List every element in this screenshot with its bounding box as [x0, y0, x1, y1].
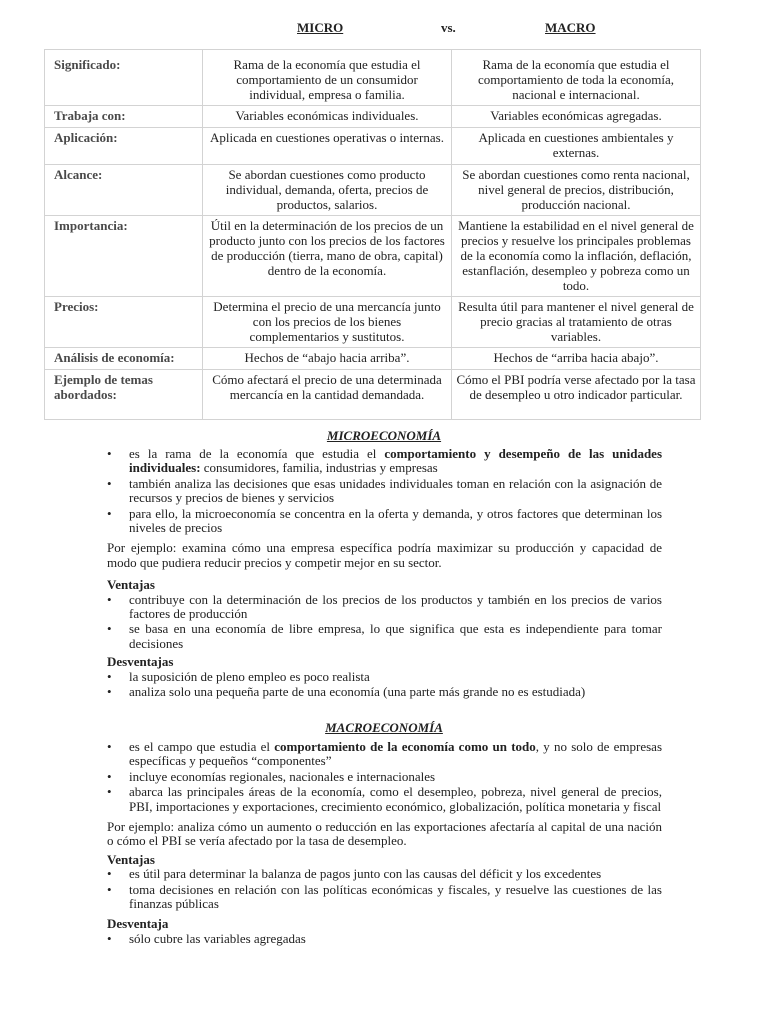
micro-disadvantages-title: Desventajas — [107, 654, 174, 670]
macro-bullet-list — [107, 740, 662, 814]
bullet-icon: • — [107, 591, 112, 607]
table-row — [45, 106, 701, 128]
bullet-text: contribuye con la determinación de los precios de los productos y también en los precios de varios factores de producción — [129, 591, 662, 622]
micro-cell: Variables económicas individuales. — [203, 106, 452, 128]
bullet-text: toma decisiones en relación con las políticas económicas y fiscales, y resuelve las cuestiones de las finanzas públicas — [129, 881, 662, 912]
row-label: Importancia: — [45, 216, 203, 297]
bullet-bold-text: comportamiento de la economía como un todo — [274, 739, 536, 754]
bullet-icon: • — [107, 784, 112, 800]
microeconomia-section — [107, 447, 662, 701]
micro-example: Por ejemplo: examina cómo una empresa específica podría maximizar su producción y capacidad de modo que pudiera reducir precios y competir mejor en su sector. — [107, 540, 662, 570]
bullet-icon: • — [107, 668, 112, 684]
bullet-icon: • — [107, 930, 112, 946]
macro-cell: Resulta útil para mantener el nivel general de precio gracias al tratamiento de otras variables. — [452, 297, 701, 348]
macroeconomia-section — [107, 740, 662, 947]
bullet-icon: • — [107, 475, 112, 491]
bullet-text: la suposición de pleno empleo es poco realista — [129, 668, 370, 684]
list-item — [107, 785, 662, 814]
list-item — [107, 883, 662, 912]
row-label: Significado: — [45, 50, 203, 106]
list-item — [107, 770, 662, 784]
bullet-text: consumidores, familia, industrias y empresas — [200, 460, 438, 476]
list-item — [107, 670, 662, 684]
micro-cell: Útil en la determinación de los precios de un producto junto con los precios de los factores de producción (tierra, mano de obra, capital) dentro de la economía. — [203, 216, 452, 297]
table-row — [45, 216, 701, 297]
list-item — [107, 932, 662, 946]
macro-cell: Aplicada en cuestiones ambientales y externas. — [452, 128, 701, 165]
bullet-icon: • — [107, 881, 112, 897]
bullet-text: , y no solo de empresas específicas y pequeños “componentes” — [129, 739, 663, 769]
row-label: Ejemplo de temas abordados: — [45, 370, 203, 420]
bullet-text: sólo cubre las variables agregadas — [129, 930, 306, 946]
micro-cell: Aplicada en cuestiones operativas o internas. — [203, 128, 452, 165]
list-item — [107, 622, 662, 651]
bullet-text: incluye economías regionales, nacionales e internacionales — [129, 768, 436, 784]
micro-advantages-title: Ventajas — [107, 577, 155, 593]
list-item — [107, 867, 662, 881]
bullet-icon: • — [107, 446, 112, 461]
bullet-text: es útil para determinar la balanza de pagos junto con las causas del déficit y los excedentes — [129, 866, 602, 882]
micro-cell: Determina el precio de una mercancía junto con los precios de los bienes complementarios y sustitutos. — [203, 297, 452, 348]
bullet-icon: • — [107, 739, 112, 754]
bullet-text: abarca las principales áreas de la economía, como el desempleo, pobreza, nivel general de precios, PBI, importaciones y exportaciones, crecimiento económico, globalización, política monetaria y fiscal — [129, 784, 662, 814]
bullet-text: se basa en una economía de libre empresa, lo que significa que esta es independiente para tomar decisiones — [129, 621, 662, 651]
bullet-bold-text: comportamiento y desempeño de las unidades individuales: — [129, 446, 662, 476]
micro-heading: MICRO — [297, 20, 344, 35]
macro-example: Por ejemplo: analiza cómo un aumento o reducción en las exportaciones afectaría al capital de una nación o cómo el PBI se vería afectado por la tasa de desempleo. — [107, 819, 662, 849]
macro-cell: Variables económicas agregadas. — [452, 106, 701, 128]
table-row — [45, 370, 701, 420]
row-label: Aplicación: — [45, 128, 203, 165]
macro-advantages-list — [107, 867, 662, 911]
micro-bullet-list — [107, 447, 662, 535]
microeconomia-title: MICROECONOMÍA — [326, 428, 442, 443]
bullet-icon: • — [107, 866, 112, 882]
list-item — [107, 477, 662, 506]
bullet-icon: • — [107, 505, 112, 521]
table-row — [45, 165, 701, 216]
list-item — [107, 685, 662, 699]
micro-cell: Se abordan cuestiones como producto individual, demanda, oferta, precios de productos, salarios. — [203, 165, 452, 216]
bullet-text: es el campo que estudia el — [129, 739, 275, 754]
macroeconomia-title: MACROECONOMÍA — [325, 720, 443, 735]
bullet-text: también analiza las decisiones que esas unidades individuales toman en relación con la asignación de recursos y precios de bienes y servicios — [129, 475, 662, 506]
macro-disadvantages-title: Desventaja — [107, 916, 169, 932]
table-row — [45, 348, 701, 370]
table-row — [45, 128, 701, 165]
list-item — [107, 593, 662, 622]
table-row — [45, 297, 701, 348]
macro-advantages-title: Ventajas — [107, 851, 155, 867]
bullet-icon: • — [107, 768, 112, 784]
row-label: Trabaja con: — [45, 106, 203, 128]
macro-cell: Mantiene la estabilidad en el nivel general de precios y resuelve los principales problemas de la economía como la inflación, deflación, estanflación, desempleo y pobreza como un todo. — [452, 216, 701, 297]
vs-heading: vs. — [441, 20, 456, 35]
row-label: Análisis de economía: — [45, 348, 203, 370]
row-label: Precios: — [45, 297, 203, 348]
micro-advantages-list — [107, 593, 662, 652]
bullet-text: analiza solo una pequeña parte de una economía (una parte más grande no es estudiada) — [129, 684, 586, 700]
comparison-table — [44, 49, 701, 420]
list-item — [107, 740, 662, 769]
micro-cell: Rama de la economía que estudia el comportamiento de un consumidor individual, empresa o familia. — [203, 50, 452, 106]
bullet-icon: • — [107, 621, 112, 637]
macro-cell: Rama de la economía que estudia el comportamiento de toda la economía, nacional e internacional. — [452, 50, 701, 106]
bullet-text: es la rama de la economía que estudia el — [129, 446, 385, 461]
micro-disadvantages-list — [107, 670, 662, 700]
bullet-icon: • — [107, 684, 112, 700]
macro-disadvantages-list — [107, 932, 662, 946]
table-row — [45, 50, 701, 106]
micro-cell: Cómo afectará el precio de una determinada mercancía en la cantidad demandada. — [203, 370, 452, 420]
macro-cell: Se abordan cuestiones como renta nacional, nivel general de precios, distribución, producción nacional. — [452, 165, 701, 216]
list-item — [107, 447, 662, 476]
macro-heading: MACRO — [545, 20, 596, 35]
list-item — [107, 507, 662, 536]
row-label: Alcance: — [45, 165, 203, 216]
macro-cell: Hechos de “arriba hacia abajo”. — [452, 348, 701, 370]
bullet-text: para ello, la microeconomía se concentra en la oferta y demanda, y otros factores que determinan los niveles de precios — [129, 505, 662, 536]
micro-cell: Hechos de “abajo hacia arriba”. — [203, 348, 452, 370]
macro-cell: Cómo el PBI podría verse afectado por la tasa de desempleo u otro indicador particular. — [452, 370, 701, 420]
document-title — [0, 20, 768, 38]
